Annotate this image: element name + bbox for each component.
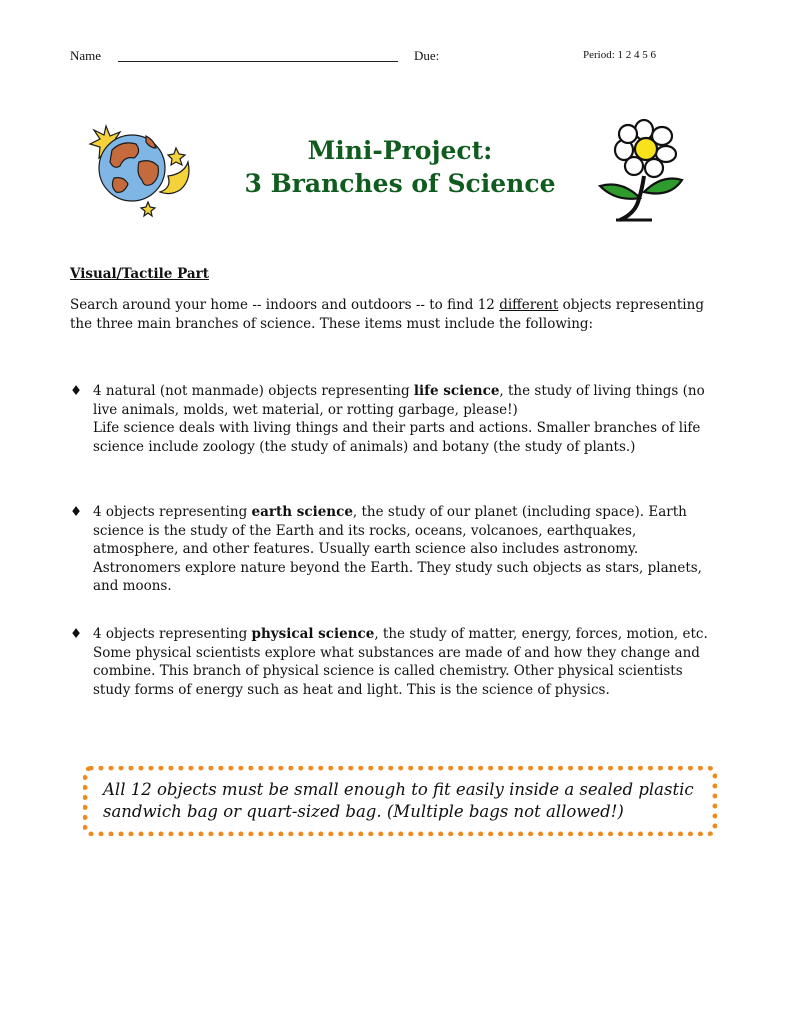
intro-text-after: objects representing the three main branches of science. These items must include the following: [70,297,704,332]
bullet-bold-term: physical science [251,626,375,642]
globe-icon [84,118,194,223]
bullet-text-after: , the study of living things (no live animals, molds, wet material, or rotting garbage, please!) [93,383,705,418]
bullet-text-after: , the study of our planet (including space). Earth science is the study of the Earth and its rocks, oceans, volcanoes, earthquakes, atmosphere, and other features. Usually earth science also includes astronomy. Astronomers explore nature beyond the Earth. They study such objects as stars, planets, and moons. [93,504,702,594]
period-label: Period: 1 2 4 5 6 [583,49,657,61]
bullet-text-extra: Life science deals with living things and their parts and actions. Smaller branches of life science include zoology (the study of animals) and botany (the study of plants.) [93,420,701,455]
bullet-bold-term: earth science [251,504,353,520]
diamond-bullet-icon: ♦ [70,626,83,642]
note-box [83,766,717,836]
bullet-text [93,382,723,456]
header-line [70,48,720,66]
bullet-text [93,503,723,596]
bullet-text-after: , the study of matter, energy, forces, motion, etc. Some physical scientists explore what substances are made of and how they change and combine. This branch of physical science is called chemistry. Other physical scientists study forms of energy such as heat and light. This is the science of physics. [93,626,708,698]
diamond-bullet-icon: ♦ [70,383,83,399]
note-text: All 12 objects must be small enough to fit easily inside a sealed plastic sandwich bag or quart-sized bag. (Multiple bags not allowed!) [103,780,694,821]
bullet-text [93,625,723,699]
bullet-bold-term: life science [413,383,500,399]
name-label: Name [70,48,102,63]
title-line-2: 3 Branches of Science [244,169,556,198]
name-blank-line [118,61,398,62]
intro-text-before: Search around your home -- indoors and outdoors -- to find 12 [70,297,500,313]
due-label: Due: [414,48,440,63]
intro-underlined-word: different [499,297,559,313]
bullet-text-before: 4 objects representing [93,626,252,642]
intro-paragraph [70,296,720,333]
bullet-text-before: 4 objects representing [93,504,252,520]
bullet-text-before: 4 natural (not manmade) objects representing [93,383,414,399]
flower-icon [592,118,687,226]
title-line-1: Mini-Project: [307,136,493,165]
diamond-bullet-icon: ♦ [70,504,83,520]
section-heading: Visual/Tactile Part [70,266,209,282]
page-title [200,134,600,200]
